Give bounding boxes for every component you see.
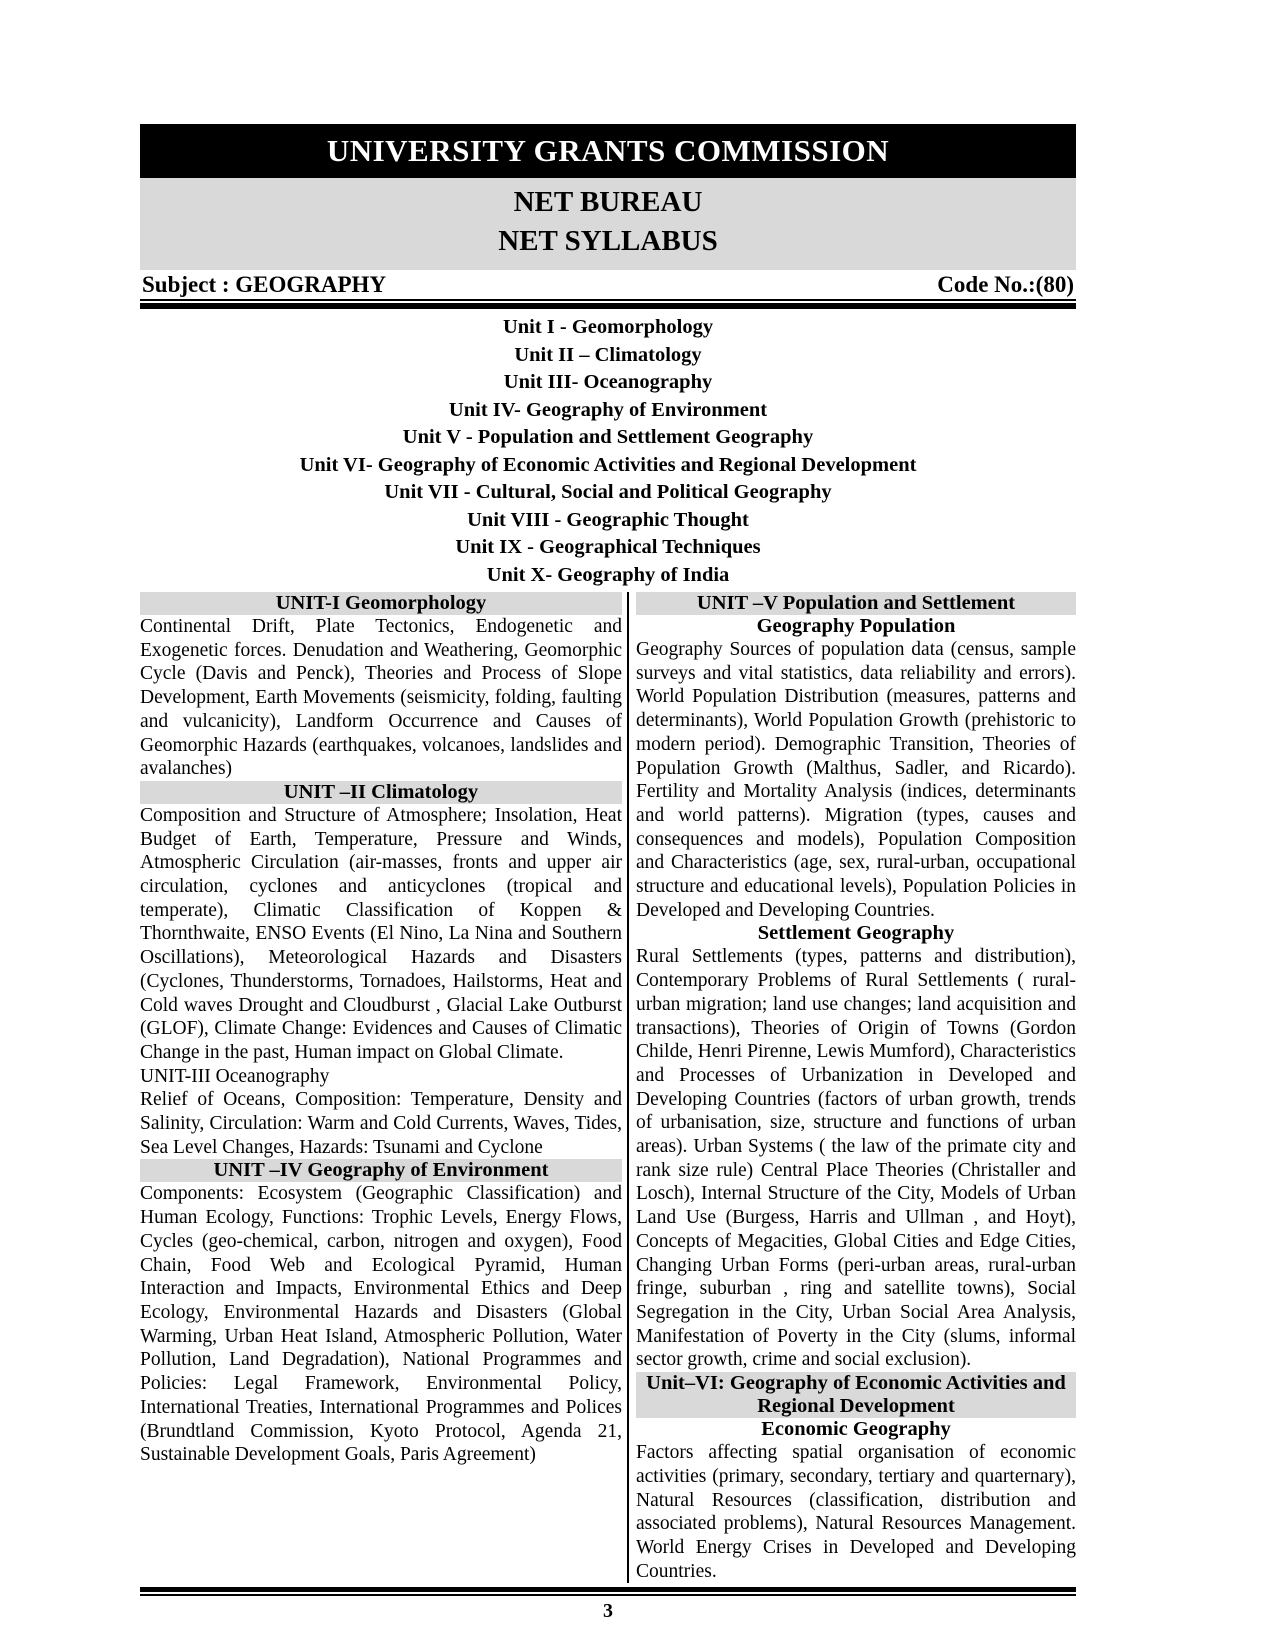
unit1-section-body: Continental Drift, Plate Tectonics, Endogenetic and Exogenetic forces. Denudation and Weathering, Geomorphic Cycle (Davis and Penck), Theories and Process of Slope Development, Earth Movements (seismicity, folding, faulting and vulcanicity), Landform Occurrence and Causes of Geomorphic Hazards (earthquakes, volcanoes, landslides and avalanches): [140, 616, 622, 780]
units-index-item: Unit VI- Geography of Economic Activities and Regional Development: [299, 453, 917, 476]
unit3-section-header: UNIT-III Oceanography: [140, 1065, 330, 1087]
units-index-item: Unit X- Geography of India: [486, 563, 730, 586]
unit6-section-header: Unit–VI: Geography of Economic Activities and Regional Development: [636, 1372, 1076, 1418]
units-index-item: Unit VIII - Geographic Thought: [467, 508, 749, 531]
unit6-section-body: Factors affecting spatial organisation of economic activities (primary, secondary, tertiary and quarternary), Natural Resources (classification, distribution and associated problems), Natural Resources Management. World Energy Crises in Developed and Developing Countries.: [636, 1442, 1076, 1582]
code-label: Code No.:(80): [937, 272, 1074, 297]
unit5-section-subheader: Geography Population: [756, 615, 956, 637]
subtitle-band: [140, 178, 1076, 270]
left-column: [140, 592, 629, 1583]
page-number: 3: [603, 1600, 613, 1623]
unit2-section-header: UNIT –II Climatology: [140, 781, 622, 804]
units-index-item: Unit V - Population and Settlement Geography: [402, 426, 814, 448]
unit4-section-header: UNIT –IV Geography of Environment: [140, 1159, 622, 1182]
subject-row: [140, 270, 1076, 299]
units-index-item: Unit III- Oceanography: [503, 371, 713, 393]
unit1-section-header: UNIT-I Geomorphology: [140, 592, 622, 615]
settlement-body: Rural Settlements (types, patterns and distribution), Contemporary Problems of Rural Settlements ( rural-urban migration; land use changes; land acquisition and transactions), Theories of Origin of Towns (Gordon Childe, Henri Pirenne, Lewis Mumford), Characteristics and Processes of Urbanization in Developed and Developing Countries (factors of urban growth, trends of urbanisation, size, structure and functions of urban areas). Urban Systems ( the law of the primate city and rank size rule) Central Place Theories (Christaller and Losch), Internal Structure of the City, Models of Urban Land Use (Burgess, Harris and Ullman , and Hoyt), Concepts of Megacities, Global Cities and Edge Cities, Changing Urban Forms (peri-urban areas, rural-urban fringe, suburban , ring and satellite towns), Social Segregation in the City, Urban Social Area Analysis, Manifestation of Poverty in the City (slums, informal sector growth, crime and social exclusion).: [636, 946, 1076, 1371]
syllabus-title: NET SYLLABUS: [498, 225, 718, 257]
units-index-item: Unit VII - Cultural, Social and Political Geography: [384, 481, 832, 503]
unit4-section-body: Components: Ecosystem (Geographic Classification) and Human Ecology, Functions: Trophic Levels, Energy Flows, Cycles (geo-chemical, carbon, nitrogen and oxygen), Food Chain, Food Web and Ecological Pyramid, Human Interaction and Impacts, Environmental Ethics and Deep Ecology, Environmental Hazards and Disasters (Global Warming, Urban Heat Island, Atmospheric Pollution, Water Pollution, Land Degradation), National Programmes and Policies: Legal Framework, Environmental Policy, International Treaties, International Programmes and Polices (Brundtland Commission, Kyoto Protocol, Agenda 21, Sustainable Development Goals, Paris Agreement): [140, 1183, 622, 1466]
top-divider-thin-line: [140, 299, 1076, 301]
unit3-section-body: Relief of Oceans, Composition: Temperature, Density and Salinity, Circulation: Warm and Cold Currents, Waves, Tides, Sea Level Changes, Hazards: Tsunami and Cyclone: [140, 1089, 622, 1158]
bottom-divider-thin-line: [140, 1594, 1076, 1596]
units-index-item: Unit I - Geomorphology: [502, 316, 714, 338]
two-column-body: [140, 592, 1076, 1583]
right-column: [629, 592, 1076, 1583]
organization-title-bar: [140, 124, 1076, 178]
unit6-section-subheader: Economic Geography: [761, 1418, 951, 1441]
units-index-item: Unit II – Climatology: [514, 343, 702, 366]
bureau-title: NET BUREAU: [513, 186, 703, 218]
subject-label: Subject : GEOGRAPHY: [142, 272, 387, 297]
top-divider-rule: [140, 299, 1076, 309]
document-page: [140, 124, 1076, 1624]
organization-title: UNIVERSITY GRANTS COMMISSION: [326, 133, 890, 168]
unit5-section-header: UNIT –V Population and Settlement: [636, 592, 1076, 615]
units-index-item: Unit IX - Geographical Techniques: [455, 536, 761, 558]
settlement-subheader: Settlement Geography: [757, 922, 955, 945]
unit5-section-body: Geography Sources of population data (census, sample surveys and vital statistics, data reliability and errors). World Population Distribution (measures, patterns and determinants), World Population Growth (prehistoric to modern period). Demographic Transition, Theories of Population Growth (Malthus, Sadler, and Ricardo). Fertility and Mortality Analysis (indices, determinants and world patterns). Migration (types, causes and consequences and models), Population Composition and Characteristics (age, sex, rural-urban, occupational structure and educational levels), Population Policies in Developed and Developing Countries.: [636, 639, 1076, 921]
unit2-section-body: Composition and Structure of Atmosphere; Insolation, Heat Budget of Earth, Temperature, Pressure and Winds, Atmospheric Circulation (air-masses, fronts and upper air circulation, cyclones and anticyclones (tropical and temperate), Climatic Classification of Koppen & Thornthwaite, ENSO Events (El Nino, La Nina and Southern Oscillations), Meteorological Hazards and Disasters (Cyclones, Thunderstorms, Tornadoes, Hailstorms, Heat and Cold waves Drought and Cloudburst , Glacial Lake Outburst (GLOF), Climate Change: Evidences and Causes of Climatic Change in the past, Human impact on Global Climate.: [140, 804, 622, 1063]
units-index: [140, 309, 1076, 592]
bottom-divider-thick-line: [140, 1587, 1076, 1592]
units-index-item: Unit IV- Geography of Environment: [448, 398, 768, 421]
bottom-divider-rule: [140, 1587, 1076, 1596]
